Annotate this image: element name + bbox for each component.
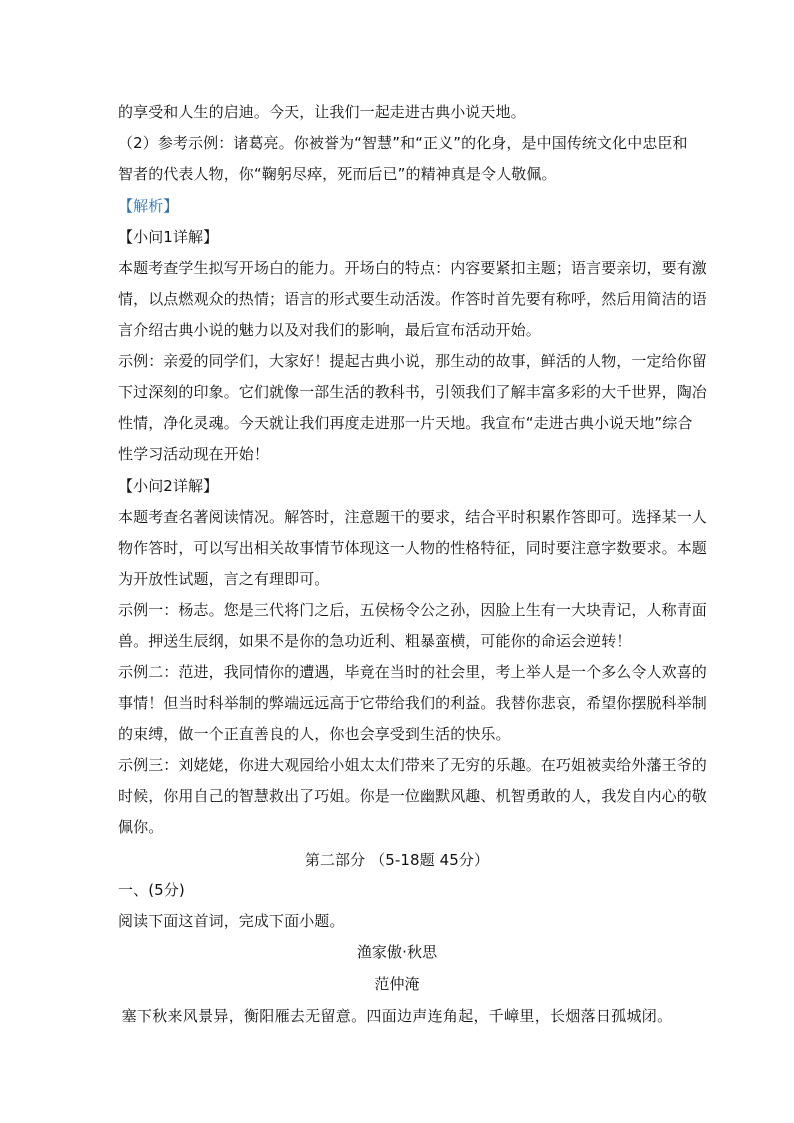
q2-body-line: 本题考查名著阅读情况。解答时，注意题干的要求，结合平时积累作答即可。选择某一人 [118,508,707,526]
paragraph-line: 的享受和人生的启迪。今天，让我们一起走进古典小说天地。 [118,103,526,121]
q1-label: 【小问1详解】 [118,228,219,246]
analysis-label: 【解析】 [118,197,179,215]
q1-body-line: 言介绍古典小说的魅力以及对我们的影响，最后宣布活动开始。 [118,321,541,339]
answer2-line: （2）参考示例：诸葛亮。你被誉为“智慧”和“正义”的化身，是中国传统文化中忠臣和 [118,134,688,152]
part2-heading: 第二部分 （5-18题 45分） [304,851,490,869]
reading-instruction: 阅读下面这首词，完成下面小题。 [118,912,345,930]
example2-line: 的束缚，做一个正直善良的人，你也会享受到生活的快乐。 [118,725,511,743]
example3-line: 佩你。 [118,818,164,836]
example3-line: 时候，你用自己的智慧救出了巧姐。你是一位幽默风趣、机智勇敢的人，我发自内心的敬 [118,787,707,805]
example2-line: 事情！但当时科举制的弊端远远高于它带给我们的利益。我替你悲哀，希望你摆脱科举制 [118,694,707,712]
poem-author: 范仲淹 [374,975,420,993]
q2-body-line: 物作答时，可以写出相关故事情节体现这一人物的性格特征，同时要注意字数要求。本题 [118,539,707,557]
poem-title: 渔家傲·秋思 [356,943,438,961]
example2-line: 示例二：范进，我同情你的遭遇，毕竟在当时的社会里，考上举人是一个多么令人欢喜的 [118,663,707,681]
q1-example-line: 下过深刻的印象。它们就像一部生活的教科书，引领我们了解丰富多彩的大千世界，陶冶 [118,383,707,401]
example3-line: 示例三：刘姥姥，你进大观园给小姐太太们带来了无穷的乐趣。在巧姐被卖给外藩王爷的 [118,756,707,774]
answer2-line: 智者的代表人物，你“鞠躬尽瘁，死而后已”的精神真是令人敬佩。 [118,165,557,183]
poem-line: 塞下秋来风景异，衡阳雁去无留意。四面边声连角起，千嶂里，长烟落日孤城闭。 [121,1007,673,1025]
q1-example-line: 示例：亲爱的同学们，大家好！提起古典小说，那生动的故事，鲜活的人物，一定给你留 [118,352,707,370]
section1-label: 一、(5分) [118,881,185,899]
example1-line: 示例一：杨志。您是三代将门之后，五侯杨令公之孙，因脸上生有一大块青记，人称青面 [118,601,707,619]
q1-example-line: 性学习活动现在开始！ [118,445,270,463]
example1-line: 兽。押送生辰纲，如果不是你的急功近利、粗暴蛮横，可能你的命运会逆转！ [118,632,632,650]
q1-body-line: 本题考查学生拟写开场白的能力。开场白的特点：内容要紧扣主题；语言要亲切，要有激 [118,259,707,277]
q2-label: 【小问2详解】 [118,477,219,495]
q1-example-line: 性情，净化灵魂。今天就让我们再度走进那一片天地。我宣布“走进古典小说天地”综合 [118,414,693,432]
q1-body-line: 情，以点燃观众的热情；语言的形式要生动活泼。作答时首先要有称呼，然后用简洁的语 [118,290,707,308]
q2-body-line: 为开放性试题，言之有理即可。 [118,570,330,588]
